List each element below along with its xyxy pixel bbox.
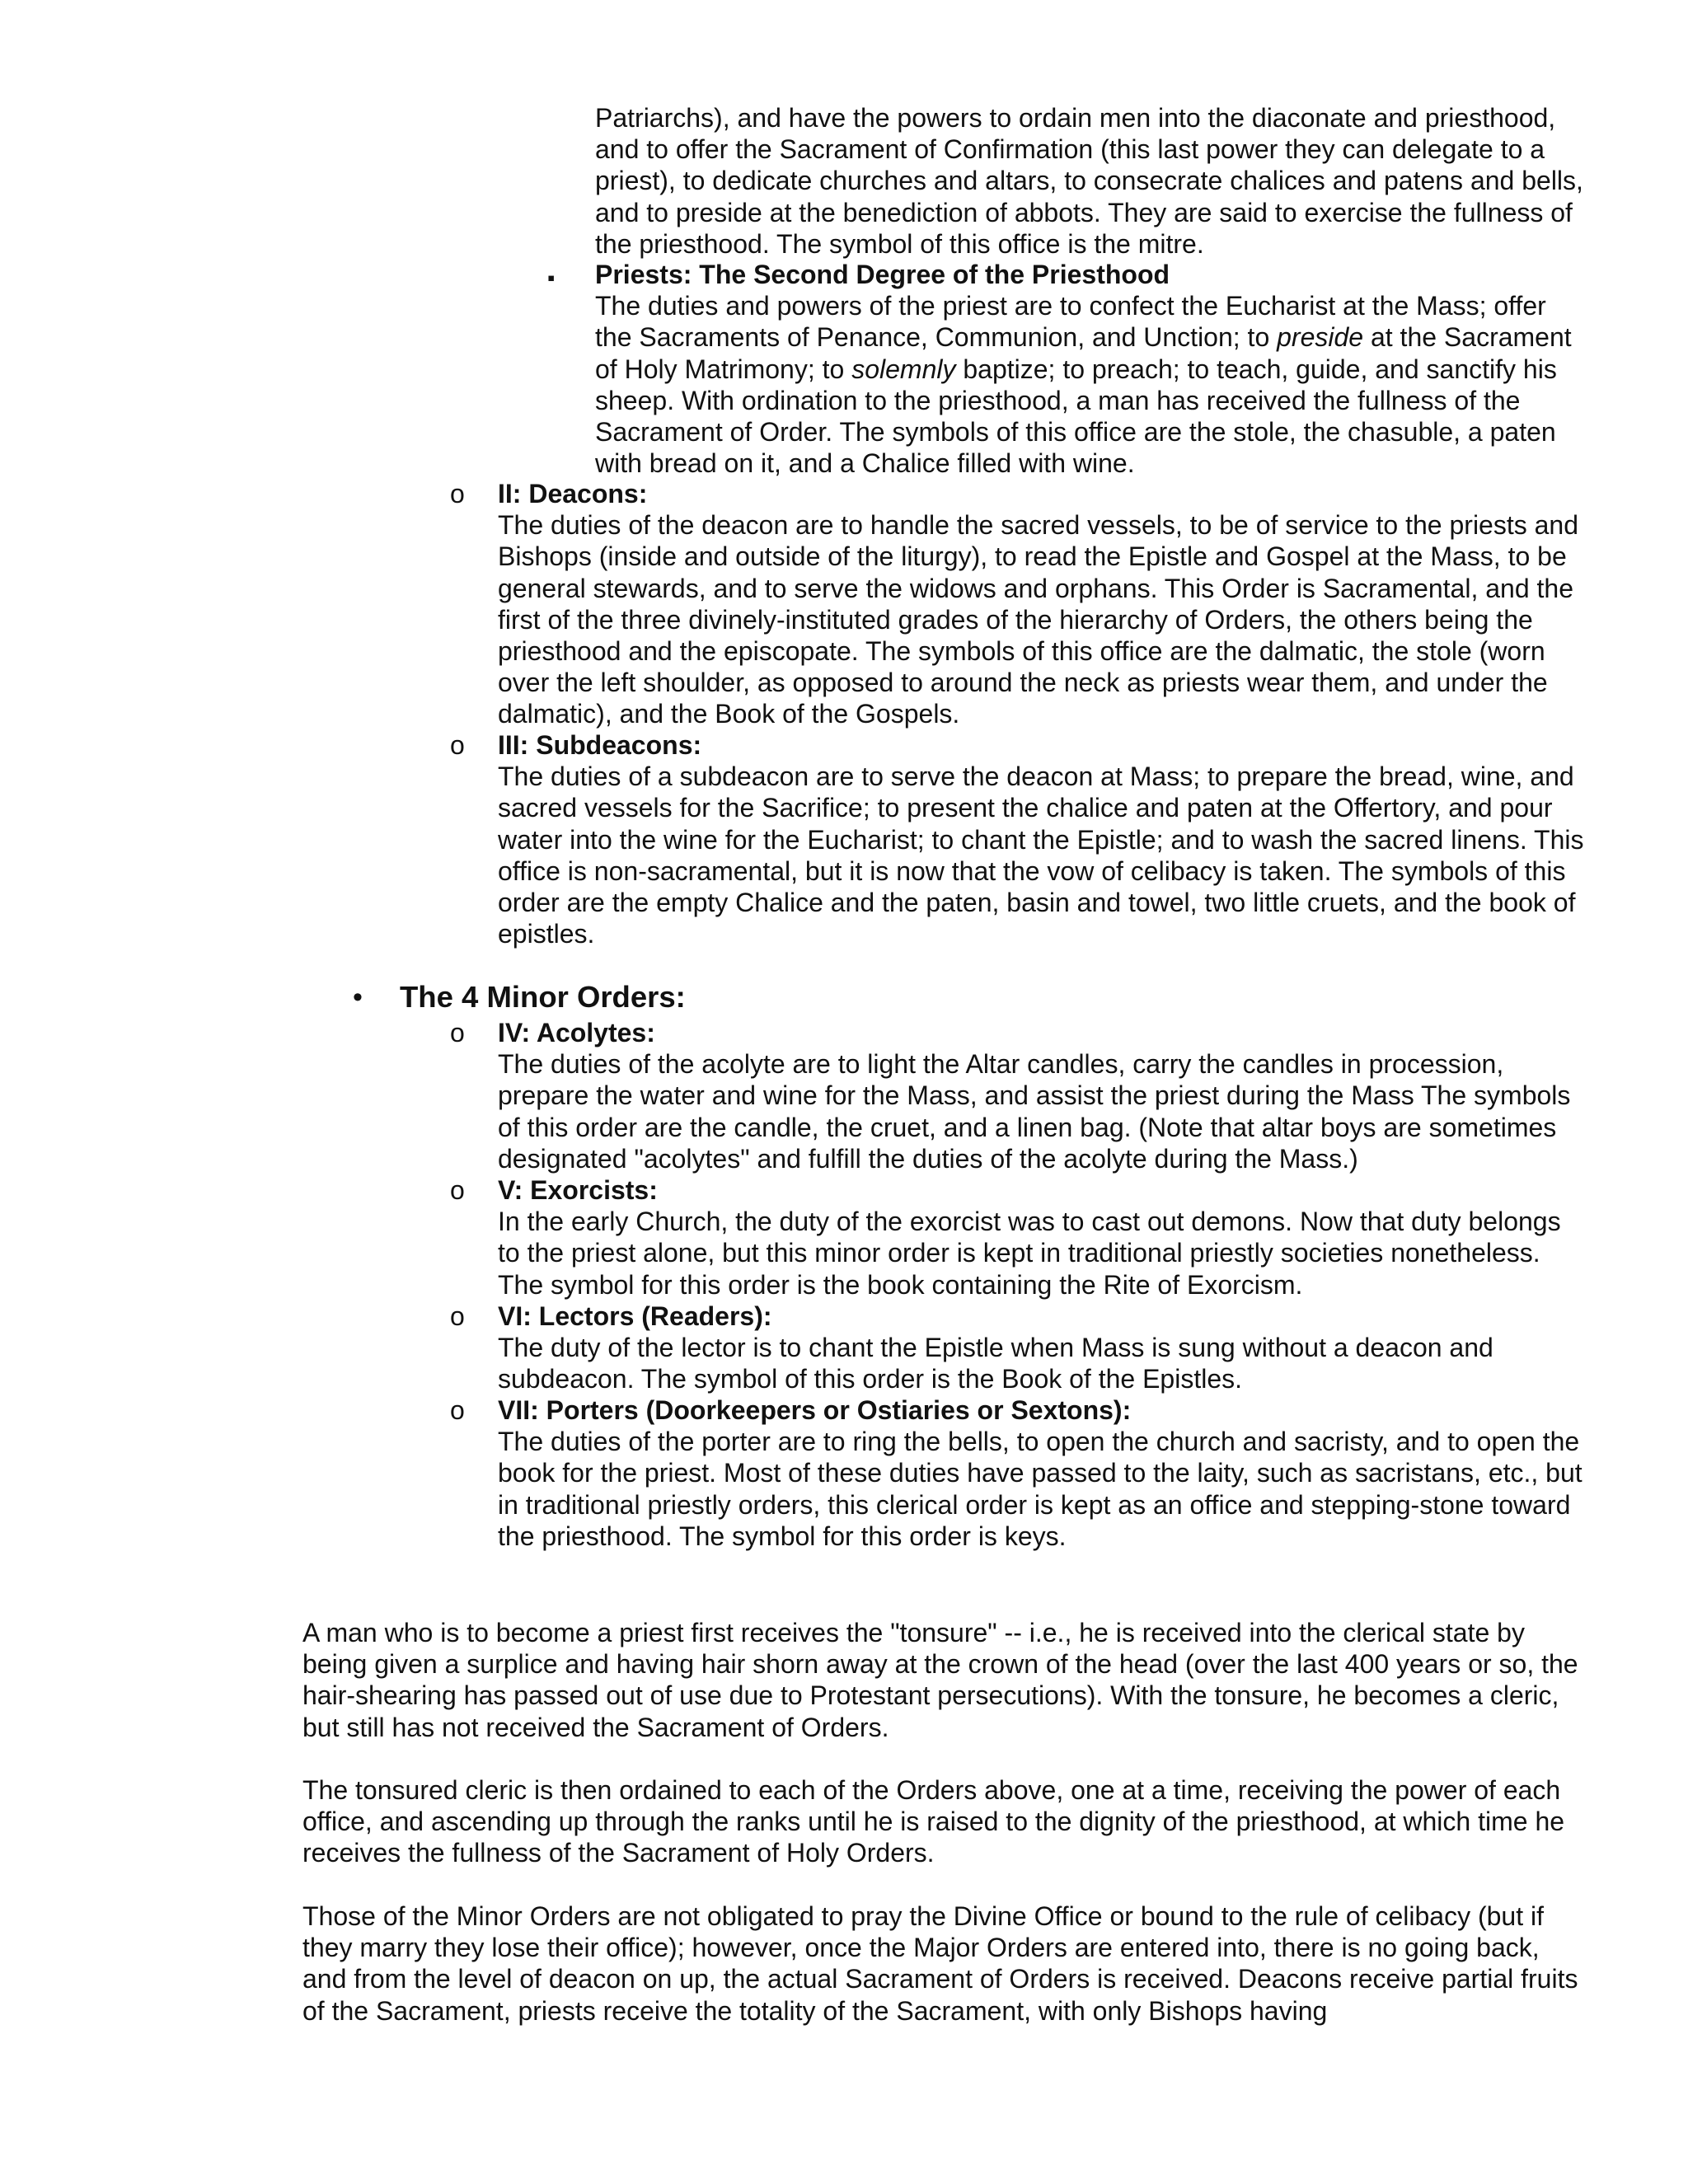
circle-bullet-icon: o: [450, 730, 465, 760]
minor-orders-heading: The 4 Minor Orders:: [400, 980, 686, 1014]
priests-em-preside: preside: [1277, 322, 1364, 353]
priests-text-b: at the Sacrament of Holy Matrimony; to: [595, 322, 1572, 384]
paragraph-minor-orders: Those of the Minor Orders are not obligated to pray the Divine Office or bound to the rule of celibacy (but if they marry they lose their office); however, once the Major Orders are entered into, there is no going back, and from the level of deacon on up, the actual Sacrament of Orders is received. Deacons receive partial fruits of the Sacrament, priests receive the totality of the Sacrament, with only Bishops having: [302, 1901, 1578, 2026]
porters-title: VII: Porters (Doorkeepers or Ostiaries or Sextons):: [498, 1395, 1132, 1425]
subdeacons-text: The duties of a subdeacon are to serve the deacon at Mass; to prepare the bread, wine, and sacred vessels for the Sacrifice; to present the chalice and paten at the Offertory, and pour water into the wine for the Eucharist; to chant the Epistle; and to wash the sacred linens. This office is non-sacramental, but it is now that the vow of celibacy is taken. The symbols of this order are the empty Chalice and the paten, basin and towel, two little cruets, and the book of epistles.: [498, 762, 1584, 949]
paragraph-tonsure: A man who is to become a priest first receives the "tonsure" -- i.e., he is received into the clerical state by being given a surplice and having hair shorn away at the crown of the head (over the last 400 years or so, the hair-shearing has passed out of use due to Protestant persecutions). With the tonsure, he becomes a cleric, but still has not received the Sacrament of Orders.: [302, 1618, 1578, 1742]
priests-em-solemnly: solemnly: [851, 354, 956, 384]
exorcists-text: In the early Church, the duty of the exorcist was to cast out demons. Now that duty belongs to the priest alone, but this minor order is kept in traditional priestly societies nonetheless. The symbol for this order is the book containing the Rite of Exorcism.: [498, 1207, 1561, 1300]
acolytes-item: [498, 1017, 1586, 1174]
priests-text-c: baptize; to preach; to teach, guide, and sanctify his sheep. With ordination to the priesthood, a man has received the fullness of the Sacrament of Order. The symbols of this office are the stole, the chasuble, a paten with bread on it, and a Chalice filled with wine.: [595, 354, 1557, 479]
exorcists-item: [498, 1174, 1586, 1301]
deacons-title: II: Deacons:: [498, 479, 648, 509]
subdeacons-item: [498, 729, 1586, 949]
square-bullet-icon: ▪: [547, 265, 556, 290]
subdeacons-title: III: Subdeacons:: [498, 730, 702, 760]
bishops-text: Patriarchs), and have the powers to ordain men into the diaconate and priesthood, and to offer the Sacrament of Confirmation (this last power they can delegate to a priest), to dedicate churches and altars, to consecrate chalices and patens and bells, and to preside at the benediction of abbots. They are said to exercise the fullness of the priesthood. The symbol of this office is the mitre.: [595, 103, 1583, 259]
circle-bullet-icon: o: [450, 1018, 465, 1047]
circle-bullet-icon: o: [450, 1395, 465, 1425]
paragraph-ordination: The tonsured cleric is then ordained to each of the Orders above, one at a time, receiving the power of each office, and ascending up through the ranks until he is raised to the dignity of the priesthood, at which time he receives the fullness of the Sacrament of Holy Orders.: [302, 1775, 1565, 1868]
lectors-text: The duty of the lector is to chant the Epistle when Mass is sung without a deacon and subdeacon. The symbol of this order is the Book of the Epistles.: [498, 1333, 1493, 1394]
porters-item: [498, 1394, 1586, 1552]
priests-text-a: The duties and powers of the priest are to confect the Eucharist at the Mass; offer the Sacraments of Penance, Communion, and Unction; to: [595, 291, 1546, 353]
porters-text: The duties of the porter are to ring the bells, to open the church and sacristy, and to open the book for the priest. Most of these duties have passed to the laity, such as sacristans, etc., but in traditional priestly orders, this clerical order is kept as an office and stepping-stone toward the priesthood. The symbol for this order is keys.: [498, 1427, 1582, 1551]
circle-bullet-icon: o: [450, 1301, 465, 1331]
priests-item: [595, 259, 1584, 479]
circle-bullet-icon: o: [450, 479, 465, 509]
acolytes-text: The duties of the acolyte are to light the Altar candles, carry the candles in procession, prepare the water and wine for the Mass, and assist the priest during the Mass The symbols of this order are the candle, the cruet, and a linen bag. (Note that altar boys are sometimes designated "acolytes" and fulfill the duties of the acolyte during the Mass.): [498, 1049, 1571, 1174]
deacons-item: [498, 478, 1586, 730]
acolytes-title: IV: Acolytes:: [498, 1018, 655, 1047]
circle-bullet-icon: o: [450, 1175, 465, 1205]
lectors-item: [498, 1301, 1586, 1395]
exorcists-title: V: Exorcists:: [498, 1175, 658, 1205]
lectors-title: VI: Lectors (Readers):: [498, 1301, 772, 1331]
deacons-text: The duties of the deacon are to handle the sacred vessels, to be of service to the priests and Bishops (inside and outside of the liturgy), to read the Epistle and Gospel at the Mass, to be general stewards, and to serve the widows and orphans. This Order is Sacramental, and the first of the three divinely-instituted grades of the hierarchy of Orders, the others being the priesthood and the episcopate. The symbols of this office are the dalmatic, the stole (worn over the left shoulder, as opposed to around the neck as priests wear them, and under the dalmatic), and the Book of the Gospels.: [498, 510, 1579, 729]
disc-bullet-icon: •: [353, 982, 363, 1013]
priests-title: Priests: The Second Degree of the Priesthood: [595, 260, 1170, 289]
